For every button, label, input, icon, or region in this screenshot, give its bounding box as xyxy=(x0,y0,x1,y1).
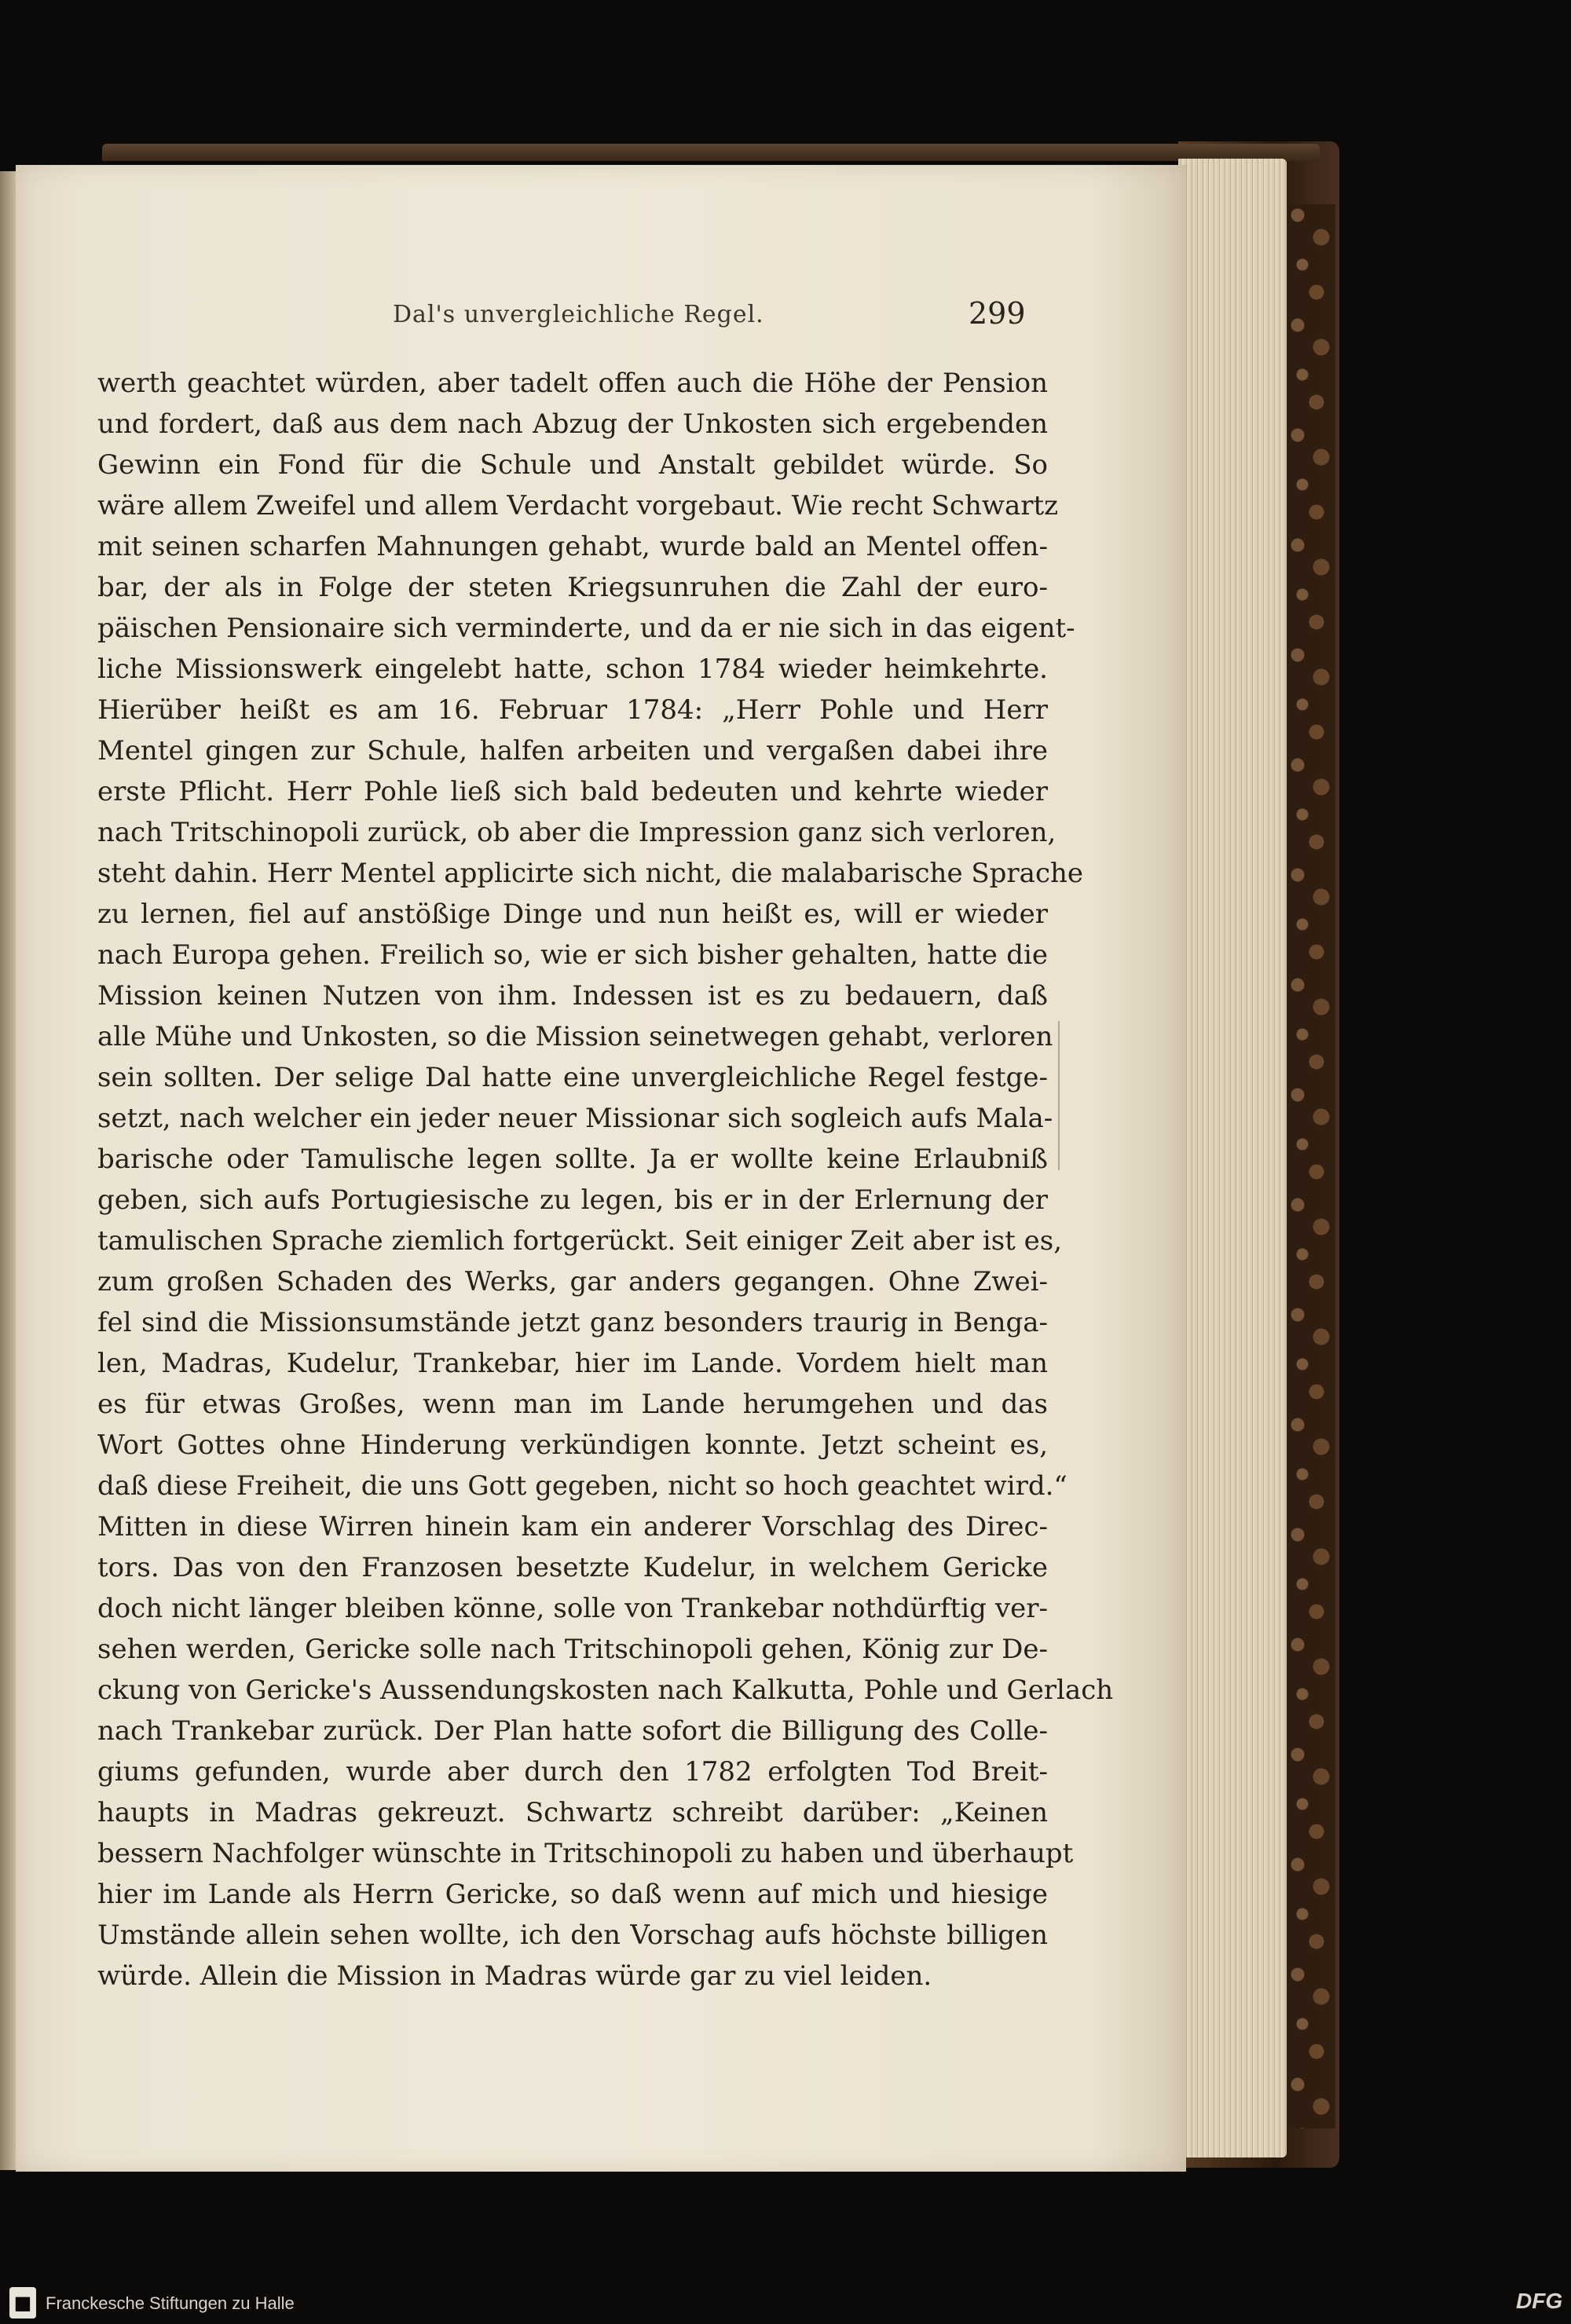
text-line: nach Trankebar zurück. Der Plan hatte sofort die Billigung des Colle- xyxy=(97,1715,1048,1747)
text-line: Mitten in diese Wirren hinein kam ein anderer Vorschlag des Direc- xyxy=(97,1511,1048,1543)
text-line: tors. Das von den Franzosen besetzte Kudelur, in welchem Gericke xyxy=(97,1552,1048,1583)
text-line: geben, sich aufs Portugiesische zu legen, bis er in der Erlernung der xyxy=(97,1184,1048,1216)
text-line: zu lernen, fiel auf anstößige Dinge und nun heißt es, will er wieder xyxy=(97,898,1048,930)
text-line: bessern Nachfolger wünschte in Tritschinopoli zu haben und überhaupt xyxy=(97,1838,1074,1869)
text-line: ckung von Gericke's Aussendungskosten nach Kalkutta, Pohle und Gerlach xyxy=(97,1674,1114,1706)
text-line: len, Madras, Kudelur, Trankebar, hier im Lande. Vordem hielt man xyxy=(97,1348,1048,1379)
text-line: zum großen Schaden des Werks, gar anders gegangen. Ohne Zwei- xyxy=(97,1266,1048,1297)
text-line: Hierüber heißt es am 16. Februar 1784: „Herr Pohle und Herr xyxy=(97,694,1048,726)
text-line: Umstände allein sehen wollte, ich den Vorschag aufs höchste billigen xyxy=(97,1920,1048,1951)
text-line: nach Europa gehen. Freilich so, wie er sich bisher gehalten, hatte die xyxy=(97,939,1048,971)
text-line: bar, der als in Folge der steten Kriegsunruhen die Zahl der euro- xyxy=(97,572,1048,603)
text-line: daß diese Freiheit, die uns Gott gegeben, nicht so hoch geachtet wird.“ xyxy=(97,1470,1067,1502)
cover-marbling xyxy=(1288,204,1335,2128)
text-line: sein sollten. Der selige Dal hatte eine unvergleichliche Regel festge- xyxy=(97,1062,1048,1093)
text-line: steht dahin. Herr Mentel applicirte sich nicht, die malabarische Sprache xyxy=(97,858,1084,889)
text-line: hier im Lande als Herrn Gericke, so daß wenn auf mich und hiesige xyxy=(97,1879,1048,1910)
text-line: sehen werden, Gericke solle nach Tritschinopoli gehen, König zur De- xyxy=(97,1634,1048,1665)
page-number: 299 xyxy=(969,296,1026,331)
text-line: und fordert, daß aus dem nach Abzug der Unkosten sich ergebenden xyxy=(97,408,1048,440)
text-line: mit seinen scharfen Mahnungen gehabt, wurde bald an Mentel offen- xyxy=(97,531,1048,562)
text-line: päischen Pensionaire sich verminderte, und da er nie sich in das eigent- xyxy=(97,613,1075,644)
text-line: werth geachtet würden, aber tadelt offen auch die Höhe der Pension xyxy=(97,368,1048,399)
body-text xyxy=(97,363,1114,1996)
running-head: Dal's unvergleichliche Regel. xyxy=(393,301,764,328)
page-edges xyxy=(1178,159,1287,2157)
text-line: barische oder Tamulische legen sollte. Ja er wollte keine Erlaubniß xyxy=(97,1144,1048,1175)
text-line: es für etwas Großes, wenn man im Lande herumgehen und das xyxy=(97,1389,1048,1420)
text-line: würde. Allein die Mission in Madras würde gar zu viel leiden. xyxy=(97,1960,932,1992)
text-line: liche Missionswerk eingelebt hatte, schon 1784 wieder heimkehrte. xyxy=(97,653,1048,685)
text-line: giums gefunden, wurde aber durch den 1782 erfolgten Tod Breit- xyxy=(97,1756,1048,1788)
facing-page-edge xyxy=(0,171,17,2170)
dfg-badge[interactable]: DFG xyxy=(1516,2289,1563,2313)
text-line: setzt, nach welcher ein jeder neuer Missionar sich sogleich aufs Mala- xyxy=(97,1103,1053,1134)
text-line: tamulischen Sprache ziemlich fortgerückt. Seit einiger Zeit aber ist es, xyxy=(97,1225,1063,1257)
text-line: Mentel gingen zur Schule, halfen arbeiten und vergaßen dabei ihre xyxy=(97,735,1048,767)
institution-credit[interactable]: Franckesche Stiftungen zu Halle xyxy=(46,2293,295,2313)
cover-top-edge xyxy=(102,144,1320,161)
text-line: erste Pflicht. Herr Pohle ließ sich bald bedeuten und kehrte wieder xyxy=(97,776,1048,807)
text-line: fel sind die Missionsumstände jetzt ganz besonders traurig in Benga- xyxy=(97,1307,1048,1338)
text-line: doch nicht länger bleiben könne, solle von Trankebar nothdürftig ver- xyxy=(97,1593,1048,1624)
text-line: Gewinn ein Fond für die Schule und Anstalt gebildet würde. So xyxy=(97,449,1048,481)
fs-logo-icon: ■ xyxy=(9,2287,36,2319)
text-line: nach Tritschinopoli zurück, ob aber die Impression ganz sich verloren, xyxy=(97,817,1056,848)
margin-pencil-mark xyxy=(1058,1021,1060,1170)
text-line: Wort Gottes ohne Hinderung verkündigen konnte. Jetzt scheint es, xyxy=(97,1429,1048,1461)
text-line: Mission keinen Nutzen von ihm. Indessen ist es zu bedauern, daß xyxy=(97,980,1048,1012)
text-line: alle Mühe und Unkosten, so die Mission seinetwegen gehabt, verloren xyxy=(97,1021,1053,1052)
text-line: haupts in Madras gekreuzt. Schwartz schreibt darüber: „Keinen xyxy=(97,1797,1048,1828)
text-line: wäre allem Zweifel und allem Verdacht vorgebaut. Wie recht Schwartz xyxy=(97,490,1059,522)
